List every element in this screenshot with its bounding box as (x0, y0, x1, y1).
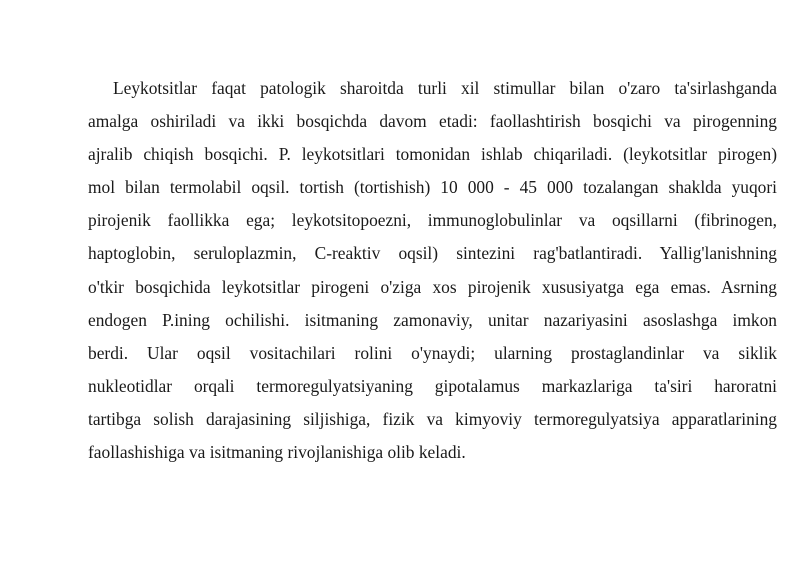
paragraph-line: amalga oshiriladi va ikki bosqichda davom etadi: faollashtirish bosqichi va pirogenning (88, 111, 777, 132)
paragraph-line: o'tkir bosqichida leykotsitlar pirogeni o'ziga xos pirojenik xususiyatga ega emas. Asrning (88, 276, 777, 297)
paragraph-line: pirojenik faollikka ega; leykotsitopoezni, immunoglobulinlar va oqsillarni (fibrinogen, (88, 210, 777, 231)
paragraph-line: faollashishiga va isitmaning rivojlanishiga olib keladi. (88, 442, 466, 463)
paragraph-line: nukleotidlar orqali termoregulyatsiyaning gipotalamus markazlariga ta'siri haroratni (88, 375, 777, 396)
body-paragraph (88, 76, 777, 473)
paragraph-line: berdi. Ular oqsil vositachilari rolini o'ynaydi; ularning prostaglandinlar va siklik (88, 342, 777, 363)
paragraph-line: ajralib chiqish bosqichi. P. leykotsitlari tomonidan ishlab chiqariladi. (leykotsitlar pirogen) (88, 144, 777, 165)
paragraph-line: mol bilan termolabil oqsil. tortish (tortishish) 10 000 - 45 000 tozalangan shaklda yuqori (88, 177, 777, 198)
paragraph-line: endogen P.ining ochilishi. isitmaning zamonaviy, unitar nazariyasini asoslashga imkon (88, 309, 777, 330)
paragraph-line: tartibga solish darajasining siljishiga, fizik va kimyoviy termoregulyatsiya apparatlarining (88, 408, 777, 429)
paragraph-line: Leykotsitlar faqat patologik sharoitda turli xil stimullar bilan o'zaro ta'sirlashganda (113, 78, 777, 98)
paragraph-line: haptoglobin, seruloplazmin, C-reaktiv oqsil) sintezini rag'batlantiradi. Yallig'lanishning (88, 243, 777, 264)
